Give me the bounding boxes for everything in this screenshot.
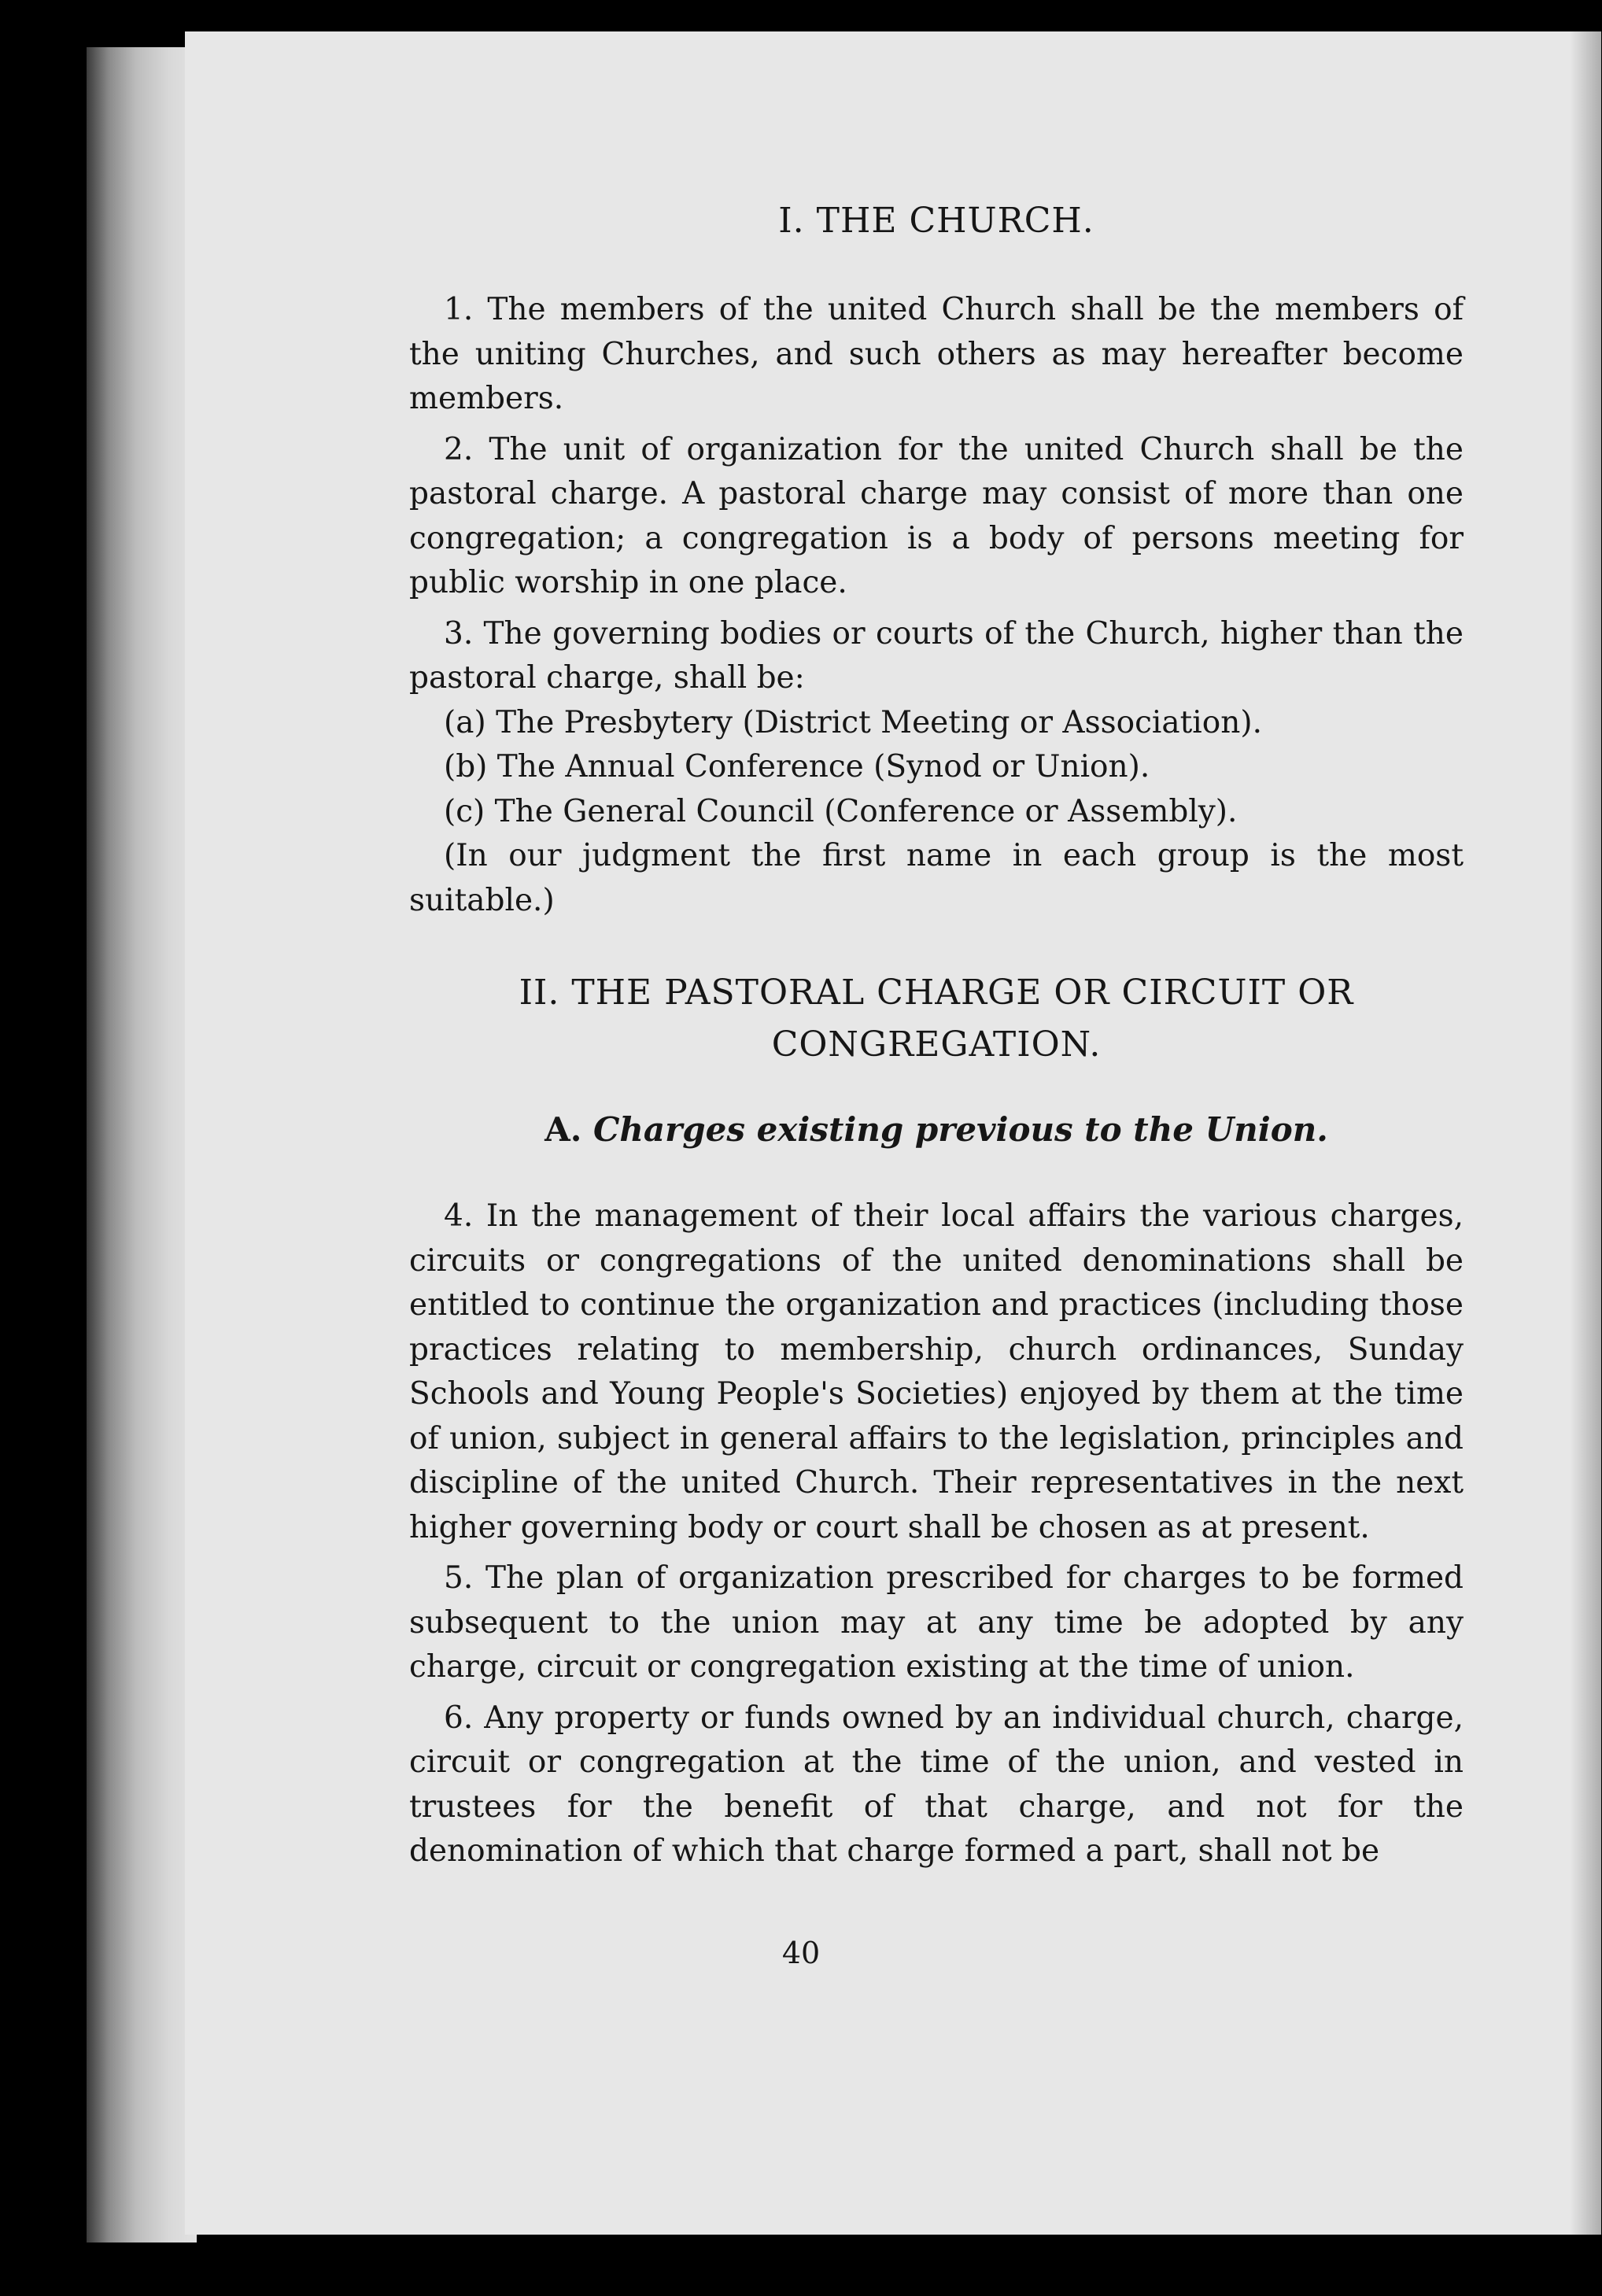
page-gutter-shadow bbox=[1570, 31, 1601, 2235]
book-page-edge bbox=[87, 47, 197, 2242]
section-2-heading bbox=[409, 967, 1464, 1071]
judgment-note: (In our judgment the first name in each group is the most suitable.) bbox=[409, 838, 1464, 918]
paragraph-6: 6. Any property or funds owned by an individual church, charge, circuit or congregation at the time of the union, and vested in trustees for the benefit of that charge, and not for the denomination of which that charge formed a part, shall not be bbox=[409, 1700, 1464, 1869]
list-item-a: (a) The Presbytery (District Meeting or Association). bbox=[444, 704, 1262, 740]
paragraph-2: 2. The unit of organization for the united Church shall be the pastoral charge. A pastoral charge may consist of more than one congregation; a congregation is a body of persons meeting for public worship in one place. bbox=[409, 431, 1464, 600]
subsection-a-heading bbox=[409, 1110, 1464, 1149]
paragraph-5: 5. The plan of organization prescribed for charges to be formed subsequent to the union may at any time be adopted by any charge, circuit or congregation existing at the time of union. bbox=[409, 1560, 1464, 1685]
subsection-a-title: Charges existing previous to the Union. bbox=[592, 1110, 1328, 1149]
page-text bbox=[409, 201, 1464, 1881]
list-item-b: (b) The Annual Conference (Synod or Union). bbox=[444, 749, 1150, 784]
section-2-heading-line-1: II. THE PASTORAL CHARGE OR CIRCUIT OR bbox=[519, 973, 1354, 1013]
section-2-heading-line-2: CONGREGATION. bbox=[771, 1024, 1102, 1065]
section-1-heading: I. THE CHURCH. bbox=[778, 201, 1094, 241]
subsection-a-label: A. bbox=[544, 1110, 582, 1149]
page-number: 40 bbox=[781, 1936, 821, 1970]
list-item-c: (c) The General Council (Conference or Assembly). bbox=[444, 793, 1238, 829]
paragraph-3: 3. The governing bodies or courts of the Church, higher than the pastoral charge, shall be: bbox=[409, 615, 1464, 696]
paragraph-4: 4. In the management of their local affairs the various charges, circuits or congregations of the united denominations shall be entitled to continue the organization and practices (including those practices relating to membership, church ordinances, Sunday Schools and Young People's Societies) enjoyed by them at the time of union, subject in general affairs to the legislation, principles and discipline of the united Church. Their representatives in the next higher governing body or court shall be chosen as at present. bbox=[409, 1198, 1464, 1545]
paragraph-1: 1. The members of the united Church shall be the members of the uniting Churches, and such others as may hereafter become members. bbox=[409, 292, 1464, 416]
